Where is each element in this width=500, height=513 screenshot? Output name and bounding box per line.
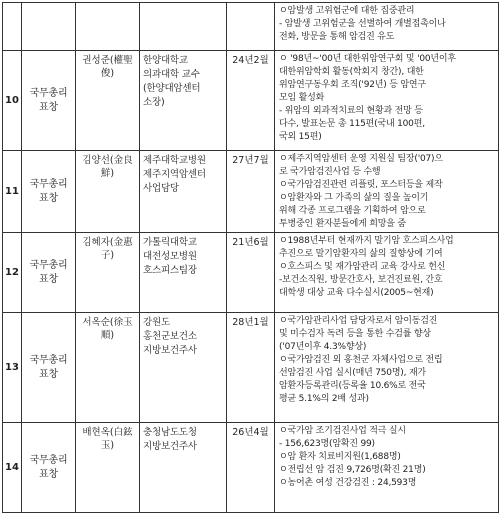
achievement-line: 모임 활성화 bbox=[279, 93, 325, 103]
achievement-line: 위해 각종 프로그램을 기획하여 암으로 bbox=[279, 206, 426, 216]
achievement-line: ㅇ호스피스 및 재가암관리 교육 강사로 헌신 bbox=[279, 262, 446, 272]
affiliation-line: (한양대암센터 bbox=[143, 83, 201, 94]
achievement-line: 다수, 발표논문 총 115편(국내 100편, bbox=[279, 119, 425, 129]
table-row bbox=[3, 151, 499, 233]
award-type bbox=[22, 151, 76, 233]
affiliation-line: 소장) bbox=[143, 97, 165, 108]
achievement-line: ㅇ1988년부터 현재까지 말기암 호스피스사업 bbox=[279, 236, 454, 246]
achievements bbox=[275, 51, 499, 151]
achievement-line: 대학생 대상 교육 다수실시(2005~현재) bbox=[279, 288, 434, 298]
service-years: 24년2월 bbox=[227, 51, 275, 151]
award-line: 표창 bbox=[39, 192, 58, 204]
row-number: 14 bbox=[3, 423, 22, 513]
awardee-table bbox=[2, 2, 499, 513]
achievement-line: ㅇ국가암관리사업 담당자로서 암이동검진 bbox=[279, 316, 438, 326]
award-line: 국무총리 bbox=[29, 178, 68, 190]
row-number: 12 bbox=[3, 233, 22, 313]
affiliation-line: 가톨릭대학교 bbox=[143, 237, 197, 248]
affiliation-line: 충청남도도청 bbox=[143, 427, 197, 438]
achievement-line: 평균 5.1%의 2배 성과) bbox=[279, 394, 369, 404]
achievements bbox=[275, 313, 499, 423]
affiliation-line: 제주지역암센터 bbox=[143, 169, 206, 180]
affiliation bbox=[140, 233, 227, 313]
recipient-name: 권성준(權聖俊) bbox=[76, 51, 140, 151]
achievement-line: ㅇ농어촌 여성 건강검진 : 24,593명 bbox=[279, 478, 417, 488]
affiliation bbox=[140, 51, 227, 151]
achievement-line: 암환자등록관리(등록율 10.6%로 전국 bbox=[279, 381, 426, 391]
affiliation-line: 의과대학 교수 bbox=[143, 69, 200, 80]
award-line: 국무총리 bbox=[29, 454, 68, 466]
achievement-line: ㅇ암환자와 그 가족의 삶의 질을 높이기 bbox=[279, 193, 429, 203]
service-years: 28년1월 bbox=[227, 313, 275, 423]
achievement-line: 로 국가암검진사업 등 수행 bbox=[279, 167, 381, 177]
recipient-name: 배현옥(白鉉玉) bbox=[76, 423, 140, 513]
affiliation-line: 대전성모병원 bbox=[143, 251, 197, 262]
service-years: 21년6월 bbox=[227, 233, 275, 313]
award-line: 표창 bbox=[39, 468, 58, 480]
achievement-line: ㅇ국가암검진 외 홍천군 자체사업으로 전립 bbox=[279, 355, 443, 365]
affiliation bbox=[140, 3, 227, 51]
recipient-name bbox=[76, 3, 140, 51]
row-number: 10 bbox=[3, 51, 22, 151]
award-type bbox=[22, 313, 76, 423]
row-number: 11 bbox=[3, 151, 22, 233]
achievement-line: ㅇ암 환자 치료비지원(1,688명) bbox=[279, 452, 401, 462]
affiliation-line: 강원도 bbox=[143, 317, 170, 328]
award-line: 표창 bbox=[39, 368, 58, 380]
award-type bbox=[22, 3, 76, 51]
row-number: 13 bbox=[3, 313, 22, 423]
table-row bbox=[3, 313, 499, 423]
affiliation-line: 한양대학교 bbox=[143, 55, 188, 66]
award-line: 표창 bbox=[39, 273, 58, 285]
achievement-line: 위암연구동우회 조직('92년) 등 암연구 bbox=[279, 80, 426, 90]
recipient-name: 서옥순(徐玉順) bbox=[76, 313, 140, 423]
achievements bbox=[275, 233, 499, 313]
achievement-line: ㅇ암발생 고위험군에 대한 집중관리 bbox=[279, 6, 415, 16]
affiliation-line: 홍천군보건소 bbox=[143, 331, 197, 342]
service-years: 27년7월 bbox=[227, 151, 275, 233]
award-line: 국무총리 bbox=[29, 259, 68, 271]
achievements bbox=[275, 151, 499, 233]
achievement-line: - 위암의 외과적치료의 현황과 전망 등 bbox=[279, 106, 423, 116]
service-years: 26년4월 bbox=[227, 423, 275, 513]
table-row bbox=[3, 423, 499, 513]
achievement-line: 국외 15편) bbox=[279, 132, 322, 142]
achievement-line: 선암검진 사업 실시(매년 750명), 재가 bbox=[279, 368, 426, 378]
achievement-line: ㅇ '98년~'00년 대한위암연구회 및 '00년이후 bbox=[279, 54, 456, 64]
row-number bbox=[3, 3, 22, 51]
table-row bbox=[3, 51, 499, 151]
award-line: 국무총리 bbox=[29, 87, 68, 99]
achievement-line: 투병중인 환자분들에게 희망을 줌 bbox=[279, 219, 406, 229]
award-type bbox=[22, 51, 76, 151]
award-line: 표창 bbox=[39, 101, 58, 113]
achievement-line: ('07년이후 4.3%향상) bbox=[279, 342, 367, 352]
affiliation bbox=[140, 423, 227, 513]
award-line: 국무총리 bbox=[29, 354, 68, 366]
affiliation-line: 호스피스팀장 bbox=[143, 265, 197, 276]
achievement-line: 전화, 방문을 통해 암검진 유도 bbox=[279, 32, 395, 42]
achievement-line: 추진으로 말기암환자의 삶의 질향상에 기여 bbox=[279, 249, 443, 259]
affiliation-line: 지방보건주사 bbox=[143, 345, 197, 356]
achievement-line: ㅇ제주지역암센터 운영 지원실 팀장('07)으 bbox=[279, 154, 443, 164]
recipient-name: 김양선(金良鮮) bbox=[76, 151, 140, 233]
recipient-name: 김혜자(金惠子) bbox=[76, 233, 140, 313]
achievement-line: ㅇ전립선 암 검진 9,726명(확진 21명) bbox=[279, 465, 426, 475]
affiliation bbox=[140, 151, 227, 233]
achievements bbox=[275, 3, 499, 51]
achievement-line: 대한위암학회 활동(학회지 창간), 대한 bbox=[279, 67, 424, 77]
award-type bbox=[22, 423, 76, 513]
table-row bbox=[3, 3, 499, 51]
table-row bbox=[3, 233, 499, 313]
achievement-line: ㅇ국가암 조기검진사업 적극 실시 bbox=[279, 426, 406, 436]
service-years bbox=[227, 3, 275, 51]
achievements bbox=[275, 423, 499, 513]
award-type bbox=[22, 233, 76, 313]
achievement-line: 및 미수검자 독려 등을 통한 수검률 향상 bbox=[279, 329, 431, 339]
affiliation-line: 지방보건주사 bbox=[143, 441, 197, 452]
achievement-line: -보건소직원, 방문간호사, 보건진료원, 간호 bbox=[279, 275, 443, 285]
achievement-line: - 156,623명(암확진 99) bbox=[279, 439, 375, 449]
achievement-line: - 암발생 고위험군을 선별하여 개별접촉이나 bbox=[279, 19, 446, 29]
affiliation-line: 제주대학교병원 bbox=[143, 155, 206, 166]
affiliation-line: 사업담당 bbox=[143, 183, 179, 194]
achievement-line: ㅇ국가암검진관련 리플릿, 포스터등을 제작 bbox=[279, 180, 443, 190]
affiliation bbox=[140, 313, 227, 423]
